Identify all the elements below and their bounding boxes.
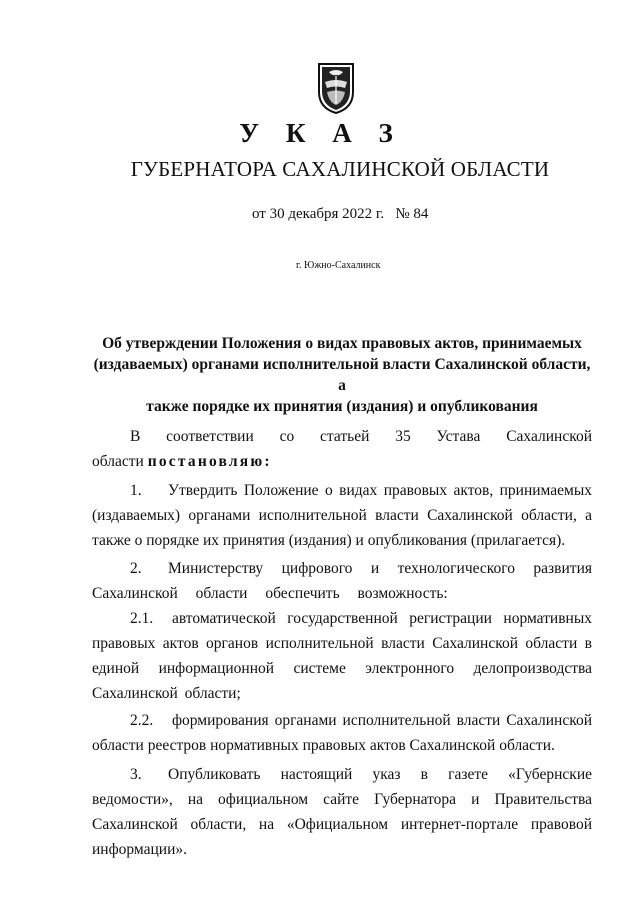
decree-number: № 84 bbox=[395, 206, 429, 222]
decree-word: постановляю: bbox=[147, 453, 272, 470]
item-text: Министерству цифрового и технологического развития Сахалинской области обеспечить возможность: bbox=[92, 560, 592, 602]
document-title: У К А З bbox=[239, 118, 403, 148]
item-number: 3. bbox=[130, 766, 142, 783]
item-text: Опубликовать настоящий указ в газете «Губернские ведомости», на официальном сайте Губернатора и Правительства Сахалинской области, на «Официальном интернет-портале правовой информации». bbox=[92, 766, 592, 858]
decree-heading bbox=[92, 333, 592, 417]
preamble-text: В соответствии со статьей 35 Устава Сахалинской области bbox=[92, 428, 592, 470]
item-text: автоматической государственной регистрации нормативных правовых актов органов исполнительной власти Сахалинской области в единой информационной системе электронного делопроизводства Сахалинской области; bbox=[92, 610, 592, 702]
item-text: Утвердить Положение о видах правовых актов, принимаемых (издаваемых) органами исполнительной власти Сахалинской области, а также о порядке их принятия (издания) и опубликования (прилагается). bbox=[92, 482, 592, 549]
date-prefix: от bbox=[252, 206, 266, 222]
item-text: формирования органами исполнительной власти Сахалинской области реестров нормативных правовых актов Сахалинской области. bbox=[92, 712, 592, 754]
item-1 bbox=[92, 478, 592, 553]
item-number: 1. bbox=[130, 482, 142, 499]
item-2-2 bbox=[92, 708, 592, 758]
document-subtitle: ГУБЕРНАТОРА САХАЛИНСКОЙ ОБЛАСТИ bbox=[130, 157, 550, 181]
heading-line: Об утверждении Положения о видах правовых актов, принимаемых bbox=[102, 335, 582, 352]
item-number: 2.2. bbox=[130, 712, 154, 729]
city-name: г. Южно-Сахалинск bbox=[296, 260, 381, 271]
heading-line: (издаваемых) органами исполнительной власти Сахалинской области, а bbox=[93, 356, 591, 394]
preamble-paragraph bbox=[92, 424, 592, 474]
coat-of-arms-emblem bbox=[316, 62, 356, 114]
item-3 bbox=[92, 762, 592, 862]
decree-date: 30 декабря 2022 г. bbox=[269, 206, 385, 222]
item-2 bbox=[92, 556, 592, 606]
date-line bbox=[252, 206, 428, 223]
item-number: 2.1. bbox=[130, 610, 154, 627]
item-2-1 bbox=[92, 606, 592, 706]
item-number: 2. bbox=[130, 560, 142, 577]
heading-line: также порядке их принятия (издания) и опубликования bbox=[146, 398, 538, 415]
